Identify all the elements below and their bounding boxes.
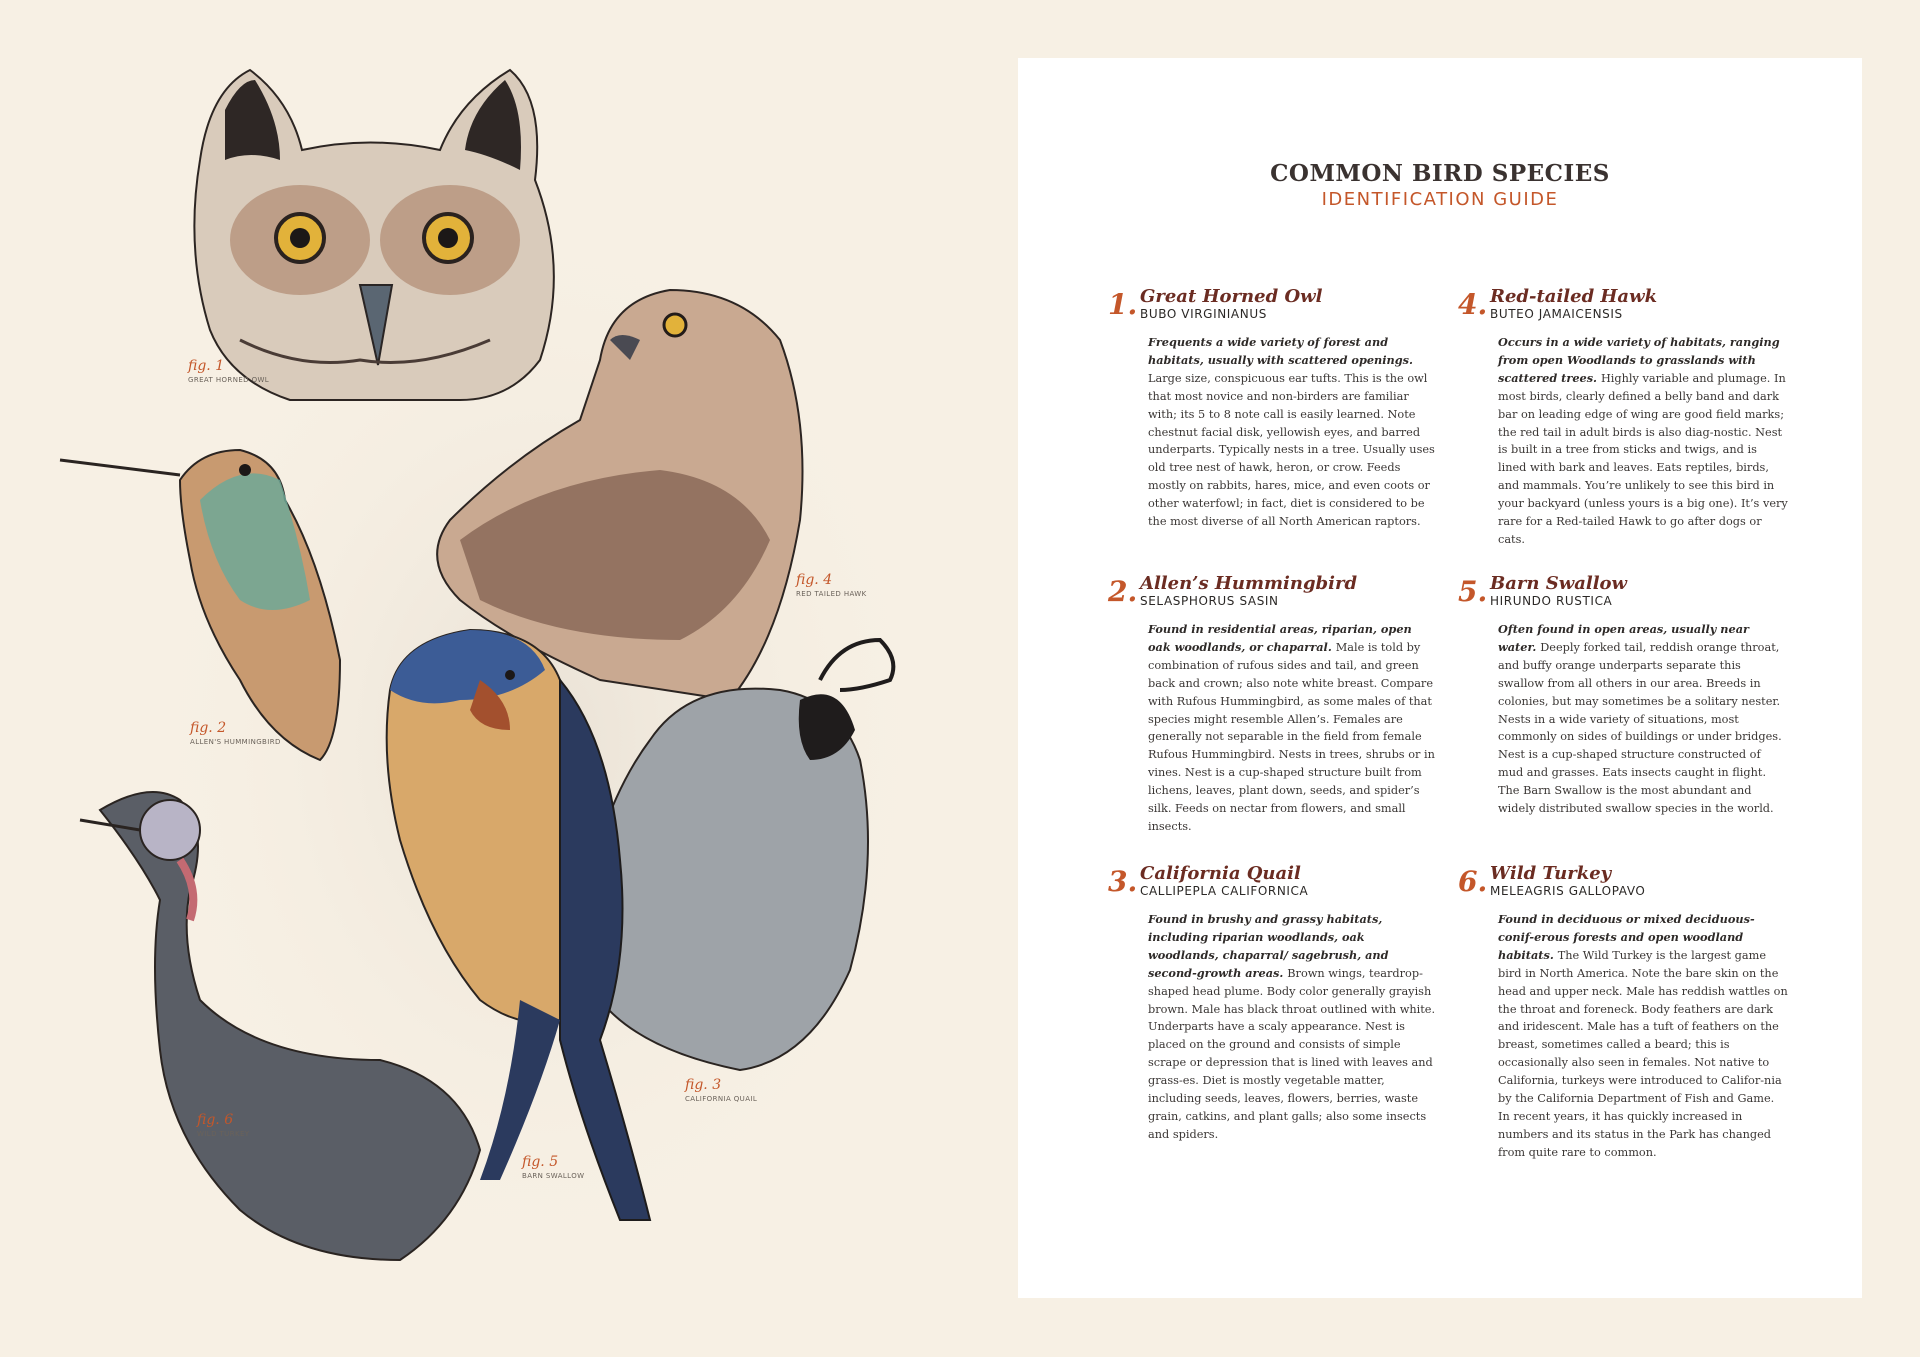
figure-caption-1 <box>188 358 269 384</box>
species-description <box>1498 334 1788 549</box>
habitat-lead: Often found in open areas, usually near water. <box>1498 622 1749 654</box>
bird-illustration-art <box>40 40 980 1330</box>
description-text: The Wild Turkey is the largest game bird in North America. Note the bare skin on the head and upper neck. Male has reddish wattles on the throat and foreneck. Body feathers are dark and iridescent. Male has a tuft of feathers on the breast, sometimes called a beard; this is occasionally also seen in females. Not native to California, turkeys were introduced to Califor-nia by the California Department of Fish and Game. In recent years, it has quickly increased in numbers and its status in the Park has changed from quite rare to common. <box>1498 948 1788 1159</box>
description-text: Deeply forked tail, reddish orange throat, and buffy orange underparts separate this swallow from all others in our area. Breeds in colonies, but may sometimes be a solitary nester. Nests in a wide variety of situations, most commonly on sides of buildings or under bridges. Nest is a cup-shaped structure constructed of mud and grasses. Eats insects caught in flight. The Barn Swallow is the most abundant and widely distributed swallow species in the world. <box>1498 640 1782 816</box>
species-entry-barn-swallow <box>1458 573 1798 818</box>
entry-number: 1. <box>1108 288 1138 321</box>
figure-caption-text: RED TAILED HAWK <box>796 590 867 598</box>
species-name: Barn Swallow <box>1490 573 1628 594</box>
figure-caption-2 <box>190 720 281 746</box>
scientific-name: HIRUNDO RUSTICA <box>1490 594 1613 608</box>
species-entry-wild-turkey <box>1458 863 1798 1162</box>
figure-number: fig. 2 <box>190 720 227 736</box>
entry-number: 5. <box>1458 575 1488 608</box>
figure-caption-text: GREAT HORNED OWL <box>188 376 270 384</box>
species-description <box>1148 911 1438 1144</box>
figure-number: fig. 3 <box>685 1077 722 1093</box>
scientific-name: BUTEO JAMAICENSIS <box>1490 307 1623 321</box>
great-horned-owl-drawing <box>194 70 553 400</box>
figure-caption-6 <box>197 1112 249 1138</box>
habitat-lead: Found in deciduous or mixed deciduous-conif-erous forests and open woodland habitats. <box>1498 912 1755 962</box>
habitat-lead: Found in residential areas, riparian, open oak woodlands, or chaparral. <box>1148 622 1412 654</box>
figure-number: fig. 1 <box>188 358 225 374</box>
figure-number: fig. 6 <box>197 1112 234 1128</box>
figure-caption-3 <box>685 1077 757 1103</box>
species-name: California Quail <box>1140 863 1301 884</box>
description-text: Highly variable and plumage. In most birds, clearly defined a belly band and dark bar on leading edge of wing are good field marks; the red tail in adult birds is also diag-nostic. Nest is built in a tree from sticks and twigs, and is lined with bark and leaves. Eats reptiles, birds, and mammals. You’re unlikely to see this bird in your backyard (unless yours is a big one). It’s very rare for a Red-tailed Hawk to go after dogs or cats. <box>1498 371 1788 546</box>
entry-number: 6. <box>1458 865 1488 898</box>
species-entry-california-quail <box>1108 863 1448 1144</box>
figure-caption-text: WILD TURKEY <box>197 1130 250 1138</box>
habitat-lead: Occurs in a wide variety of habitats, ranging from open Woodlands to grasslands with scattered trees. <box>1498 335 1780 385</box>
scientific-name: BUBO VIRGINIANUS <box>1140 307 1267 321</box>
description-text: Large size, conspicuous ear tufts. This is the owl that most novice and non-birders are familiar with; its 5 to 8 note call is easily learned. Note chestnut facial disk, yellowish eyes, and barred underparts. Typically nests in a tree. Usually uses old tree nest of hawk, heron, or crow. Feeds mostly on rabbits, hares, mice, and even coots or other waterfowl; in fact, diet is considered to be the most diverse of all North American raptors. <box>1148 371 1435 529</box>
species-description <box>1148 334 1438 531</box>
guide-title: COMMON BIRD SPECIES <box>1270 160 1610 187</box>
species-entry-red-tailed-hawk <box>1458 286 1798 549</box>
species-name: Great Horned Owl <box>1140 286 1323 307</box>
description-text: Male is told by combination of rufous sides and tail, and green back and crown; also note white breast. Compare with Rufous Hummingbird, as some males of that species might resemble Allen’s. Females are generally not separable in the field from female Rufous Hummingbird. Nests in trees, shrubs or in vines. Nest is a cup-shaped structure built from lichens, leaves, plant down, seeds, and spider’s silk. Feeds on nectar from flowers, and small insects. <box>1148 640 1435 833</box>
guide-title-block <box>1018 160 1862 210</box>
entry-number: 4. <box>1458 288 1488 321</box>
scientific-name: SELASPHORUS SASIN <box>1140 594 1279 608</box>
figure-caption-text: BARN SWALLOW <box>522 1172 585 1180</box>
entry-number: 3. <box>1108 865 1138 898</box>
species-description <box>1148 621 1438 836</box>
scientific-name: CALLIPEPLA CALIFORNICA <box>1140 884 1309 898</box>
species-description <box>1498 621 1788 818</box>
figure-caption-4 <box>796 572 867 598</box>
species-description <box>1498 911 1788 1162</box>
figure-number: fig. 4 <box>796 572 833 588</box>
guide-subtitle: IDENTIFICATION GUIDE <box>1321 189 1559 210</box>
habitat-lead: Found in brushy and grassy habitats, including riparian woodlands, oak woodlands, chaparral/ sagebrush, and second-growth areas. <box>1148 912 1389 980</box>
entry-number: 2. <box>1108 575 1138 608</box>
description-text: Brown wings, teardrop-shaped head plume. Body color generally grayish brown. Male has black throat outlined with white. Underparts have a scaly appearance. Nest is placed on the ground and consists of simple scrape or depression that is lined with leaves and grass-es. Diet is mostly vegetable matter, including seeds, leaves, flowers, berries, waste grain, catkins, and plant galls; also some insects and spiders. <box>1148 966 1436 1141</box>
species-name: Allen’s Hummingbird <box>1140 573 1358 594</box>
species-name: Red-tailed Hawk <box>1490 286 1658 307</box>
figure-caption-5 <box>522 1154 584 1180</box>
scientific-name: MELEAGRIS GALLOPAVO <box>1490 884 1646 898</box>
species-entry-great-horned-owl <box>1108 286 1448 531</box>
habitat-lead: Frequents a wide variety of forest and habitats, usually with scattered openings. <box>1148 335 1413 367</box>
figure-caption-text: ALLEN'S HUMMINGBIRD <box>190 738 281 746</box>
guide-panel <box>1018 58 1862 1298</box>
figure-caption-text: CALIFORNIA QUAIL <box>685 1095 758 1103</box>
bird-illustration <box>40 40 980 1330</box>
species-name: Wild Turkey <box>1490 863 1612 884</box>
figure-number: fig. 5 <box>522 1154 559 1170</box>
species-entry-allens-hummingbird <box>1108 573 1448 836</box>
